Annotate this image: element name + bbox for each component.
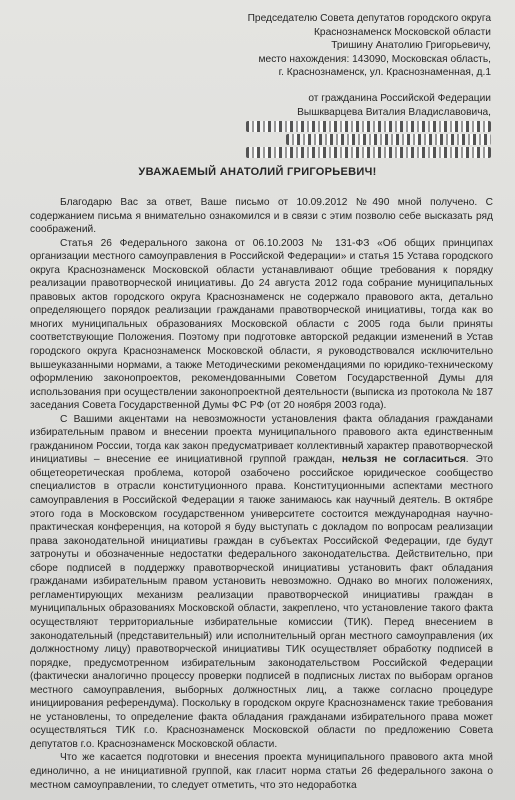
paragraph-4: Что же касается подготовки и внесения проекта муниципального правового акта мной единолично, а не инициативной группой, как гласит норма статьи 26 федерального закона о местном самоуправлении, то следует отметить, что это недоработка bbox=[30, 752, 493, 791]
sender-line-2: Вышкварцева Виталия Владиславовича, bbox=[297, 106, 491, 118]
paragraph-3-part-b: . Это общетеоретическая проблема, которой озабочено российское юридическое сообщество специалистов в отрасли конституционного права. Конституционными аспектами местного самоуправления в Российской Федерации я также занимаюсь как научный деятель. В октябре этого года в Московском государственном университете состоится международная научно-практическая конференция, на которой я буду выступать с докладом по вопросам реализации права законодательной инициативы граждан в субъектах Российской Федерации, где будут затронуты и обозначенные недостатки федерального законодательства. Действительно, при сборе подписей в поддержку правотворческой инициативы установить факт обладания гражданами избирательным правом установить невозможно. Однако во многих положениях, регламентирующих механизм реализации правотворческой инициативы граждан в муниципальных образованиях Московской области, закреплено, что установление такого факта осуществляют территориальные избирательные комиссии (ТИК). Перед внесением в законодательный (представительный) или исполнительный орган местного самоуправления (их должностному лицу) правотворческой инициативы ТИК осуществляет обработку подписей в порядке, предусмотренном избирательным законодательством Российской Федерации (фактически аналогично процессу проверки подписей в подписных листах по выборам органов местного самоуправления, выборных должностных лиц, а также согласно процедуре инициирования референдума). Поскольку в городском округе Краснознаменск такие требования не установлены, то определение факта обладания гражданами избирательного права может осуществляться ТИК г.о. Краснознаменск Московской области по предложению Совета депутатов г.о. Краснознаменск Московской области. bbox=[30, 454, 493, 750]
paragraph-1: Благодарю Вас за ответ, Ваше письмо от 10.09.2012 №490 мной получено. С содержанием письма я внимательно ознакомился и в связи с этим позволю себе высказать ряд соображений. bbox=[30, 197, 493, 236]
addressee-block bbox=[201, 12, 491, 158]
redacted-address-2 bbox=[286, 134, 491, 145]
paragraph-3-emphasis: нельзя не согласиться bbox=[341, 454, 466, 466]
paragraph-2: Статья 26 Федерального закона от 06.10.2003 № 131-ФЗ «Об общих принципах организации местного самоуправления в Российской Федерации» и статья 15 Устава городского округа Краснознаменск Московской области устанавливают общие требования к порядку реализации правотворческой инициативы. До 24 августа 2012 года собрание муниципальных правовых актов городского округа Краснознаменск не содержало правового акта, детально определяющего порядок реализации гражданами правотворческой инициативы, тогда как во многих муниципальных образованиях Московской области с 2005 года были приняты соответствующие Положения. Поэтому при подготовке авторской редакции изменений в Устав городского округа Краснознаменск Московской области, я руководствовался исключительно вышеуказанными нормами, а также Методическими рекомендациями по юридико-техническому оформлению законопроектов, рекомендованными Советом Государственной Думы для использования при осуществлении законопроектной деятельности (выписка из протокола № 187 заседания Совета Государственной Думы ФС РФ (от 20 ноября 2003 года). bbox=[30, 237, 493, 412]
paragraph-3 bbox=[30, 413, 493, 752]
header-spacer bbox=[201, 80, 491, 92]
paragraph-3-part-a: С Вашими акцентами на невозможности установления факта обладания гражданами избирательным правом и внесении проекта муниципального правового акта единственным гражданином России, тогда как закон предусматривает коллективный характер правотворческой инициативы – внесение ее инициативной группой граждан, bbox=[30, 413, 493, 466]
addressee-line-2: Краснознаменск Московской области bbox=[313, 26, 491, 38]
sender-line-1: от гражданина Российской Федерации bbox=[308, 92, 491, 104]
letter-body bbox=[30, 196, 493, 792]
redacted-address-3 bbox=[246, 147, 491, 158]
addressee-line-3: Тришину Анатолию Григорьевичу, bbox=[331, 40, 491, 52]
addressee-line-1: Председателю Совета депутатов городского округа bbox=[247, 13, 491, 24]
addressee-line-4: место нахождения: 143090, Московская область, bbox=[258, 53, 491, 65]
addressee-line-5: г. Краснознаменск, ул. Краснознаменная, д.1 bbox=[278, 67, 491, 79]
greeting-heading: УВАЖАЕМЫЙ АНАТОЛИЙ ГРИГОРЬЕВИЧ! bbox=[138, 166, 377, 178]
redacted-address-1 bbox=[246, 121, 491, 132]
